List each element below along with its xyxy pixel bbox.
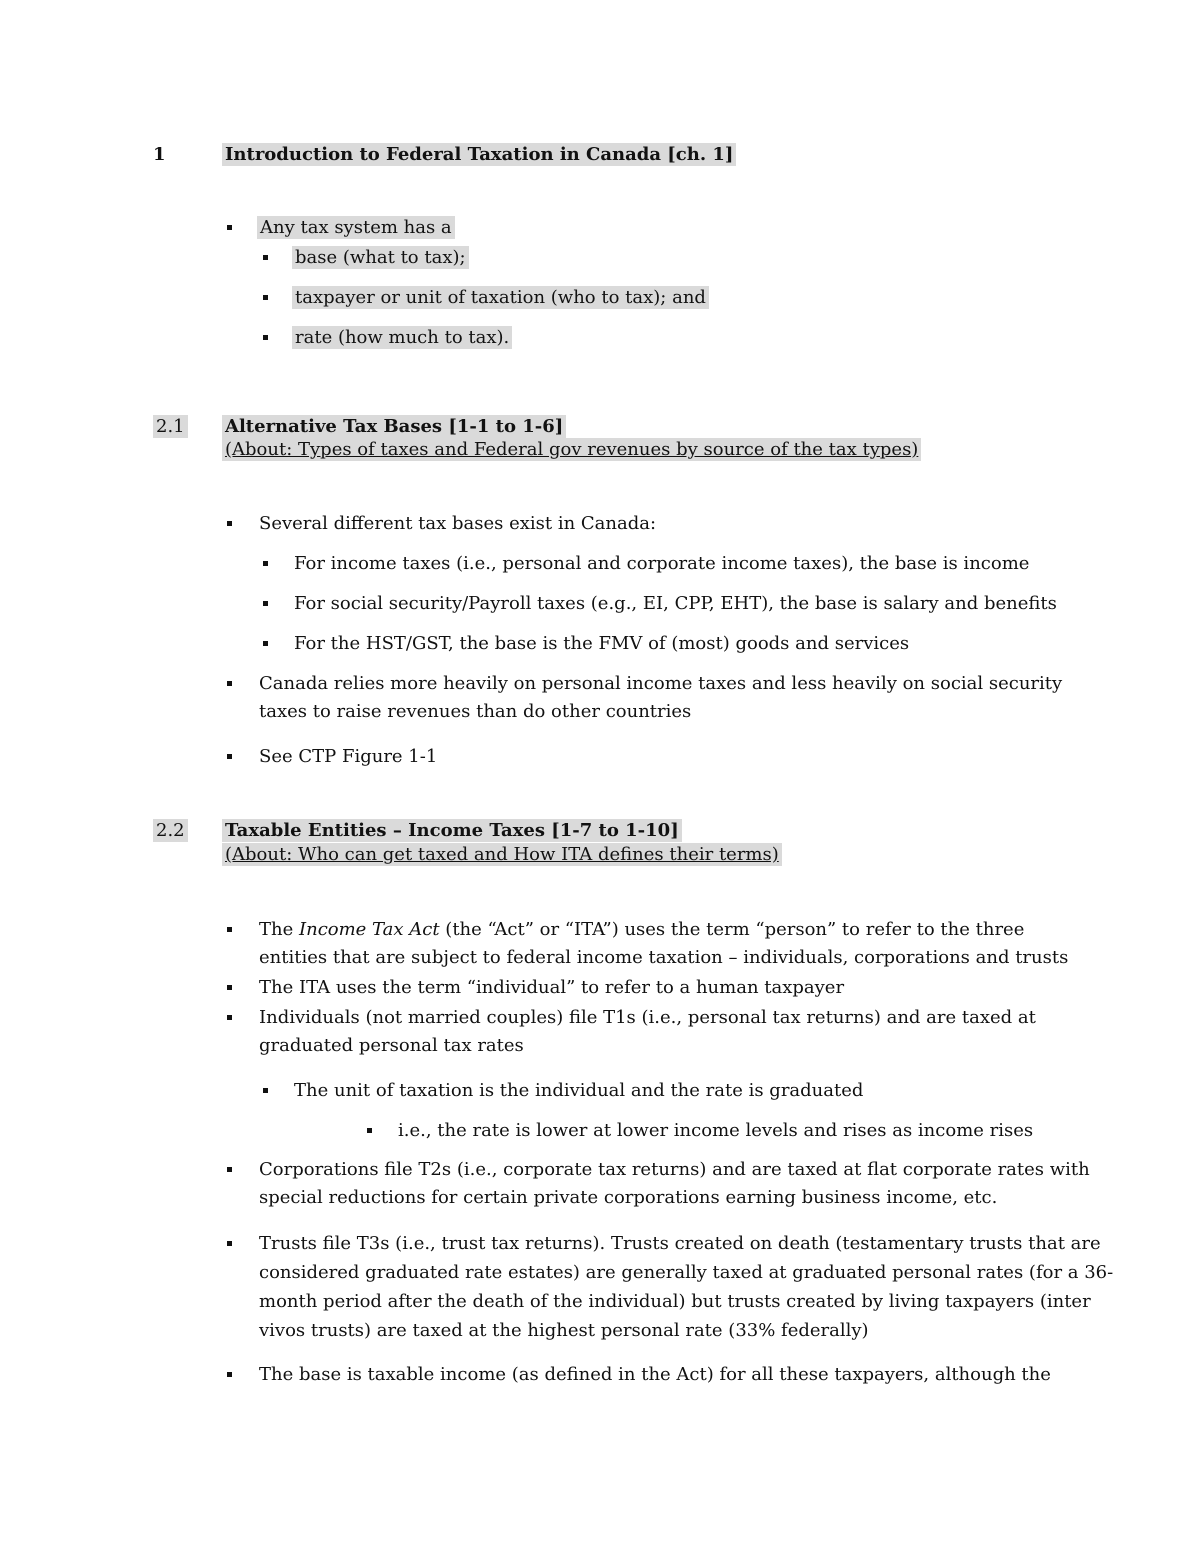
- list-item-text: (the “Act” or “ITA”) uses the term “person” to refer to the three: [439, 919, 1025, 940]
- bullet-icon: [227, 1241, 232, 1246]
- section-2-1-about-text: (About: Types of taxes and Federal gov revenues by source of the tax types): [222, 438, 921, 461]
- section-2-2-title: [222, 819, 682, 843]
- list-item-text: Any tax system has a: [257, 216, 455, 239]
- list-item-text: base (what to tax);: [292, 246, 469, 269]
- bullet-icon: [263, 1088, 268, 1093]
- list-item: Corporations file T2s (i.e., corporate tax returns) and are taxed at flat corporate rates with: [259, 1159, 1090, 1180]
- bullet-icon: [367, 1128, 372, 1133]
- section-1-title: [222, 143, 736, 167]
- list-item: Individuals (not married couples) file T1s (i.e., personal tax returns) and are taxed at: [259, 1007, 1036, 1028]
- bullet-icon: [227, 1372, 232, 1377]
- list-item-continuation: vivos trusts) are taxed at the highest personal rate (33% federally): [259, 1320, 869, 1341]
- section-2-2-number-text: 2.2: [153, 819, 188, 842]
- list-item-continuation: considered graduated rate estates) are generally taxed at graduated personal rates (for a 36-: [259, 1262, 1114, 1283]
- list-item: i.e., the rate is lower at lower income levels and rises as income rises: [398, 1120, 1034, 1141]
- bullet-icon: [263, 561, 268, 566]
- list-item: For income taxes (i.e., personal and corporate income taxes), the base is income: [294, 553, 1030, 574]
- list-item-continuation: taxes to raise revenues than do other countries: [259, 701, 692, 722]
- bullet-icon: [227, 1167, 232, 1172]
- list-item: [259, 918, 1024, 942]
- bullet-icon: [263, 641, 268, 646]
- bullet-icon: [227, 521, 232, 526]
- bullet-icon: [227, 225, 232, 230]
- section-2-2-title-text: Taxable Entities – Income Taxes [1-7 to 1-10]: [222, 819, 682, 842]
- list-item-text: rate (how much to tax).: [292, 326, 512, 349]
- list-item-continuation: month period after the death of the individual) but trusts created by living taxpayers (inter: [259, 1291, 1091, 1312]
- list-item: See CTP Figure 1-1: [259, 746, 438, 767]
- bullet-icon: [227, 1015, 232, 1020]
- list-item: For the HST/GST, the base is the FMV of (most) goods and services: [294, 633, 910, 654]
- list-item: [292, 326, 512, 350]
- list-item-continuation: entities that are subject to federal income taxation – individuals, corporations and trusts: [259, 947, 1069, 968]
- bullet-icon: [263, 601, 268, 606]
- bullet-icon: [227, 985, 232, 990]
- list-item-text: taxpayer or unit of taxation (who to tax); and: [292, 286, 709, 309]
- bullet-icon: [227, 754, 232, 759]
- list-item: [292, 246, 469, 270]
- bullet-icon: [227, 927, 232, 932]
- section-2-2-number: [153, 819, 188, 843]
- list-item-continuation: special reductions for certain private corporations earning business income, etc.: [259, 1187, 998, 1208]
- list-item: Several different tax bases exist in Canada:: [259, 513, 657, 534]
- list-item: The unit of taxation is the individual and the rate is graduated: [294, 1080, 864, 1101]
- section-1-number: 1: [153, 144, 166, 165]
- list-item: Canada relies more heavily on personal income taxes and less heavily on social security: [259, 673, 1063, 694]
- list-item: The ITA uses the term “individual” to refer to a human taxpayer: [259, 977, 845, 998]
- section-2-1-title-text: Alternative Tax Bases [1-1 to 1-6]: [222, 415, 566, 438]
- list-item: The base is taxable income (as defined in the Act) for all these taxpayers, although the: [259, 1364, 1051, 1385]
- list-item-text: The: [259, 919, 299, 940]
- bullet-icon: [263, 295, 268, 300]
- list-item: For social security/Payroll taxes (e.g., EI, CPP, EHT), the base is salary and benefits: [294, 593, 1057, 614]
- section-2-1-number-text: 2.1: [153, 415, 188, 438]
- section-2-1-about: [222, 438, 921, 462]
- bullet-icon: [263, 255, 268, 260]
- act-title: Income Tax Act: [298, 919, 440, 940]
- list-item: [257, 216, 455, 240]
- list-item: Trusts file T3s (i.e., trust tax returns). Trusts created on death (testamentary trusts that are: [259, 1233, 1101, 1254]
- bullet-icon: [263, 335, 268, 340]
- section-2-2-about-text: (About: Who can get taxed and How ITA defines their terms): [222, 843, 782, 866]
- bullet-icon: [227, 681, 232, 686]
- section-2-1-title: [222, 415, 566, 439]
- section-1-title-text: Introduction to Federal Taxation in Canada [ch. 1]: [222, 143, 736, 166]
- section-2-1-number: [153, 415, 188, 439]
- list-item-continuation: graduated personal tax rates: [259, 1035, 524, 1056]
- list-item: [292, 286, 709, 310]
- section-2-2-about: [222, 843, 782, 867]
